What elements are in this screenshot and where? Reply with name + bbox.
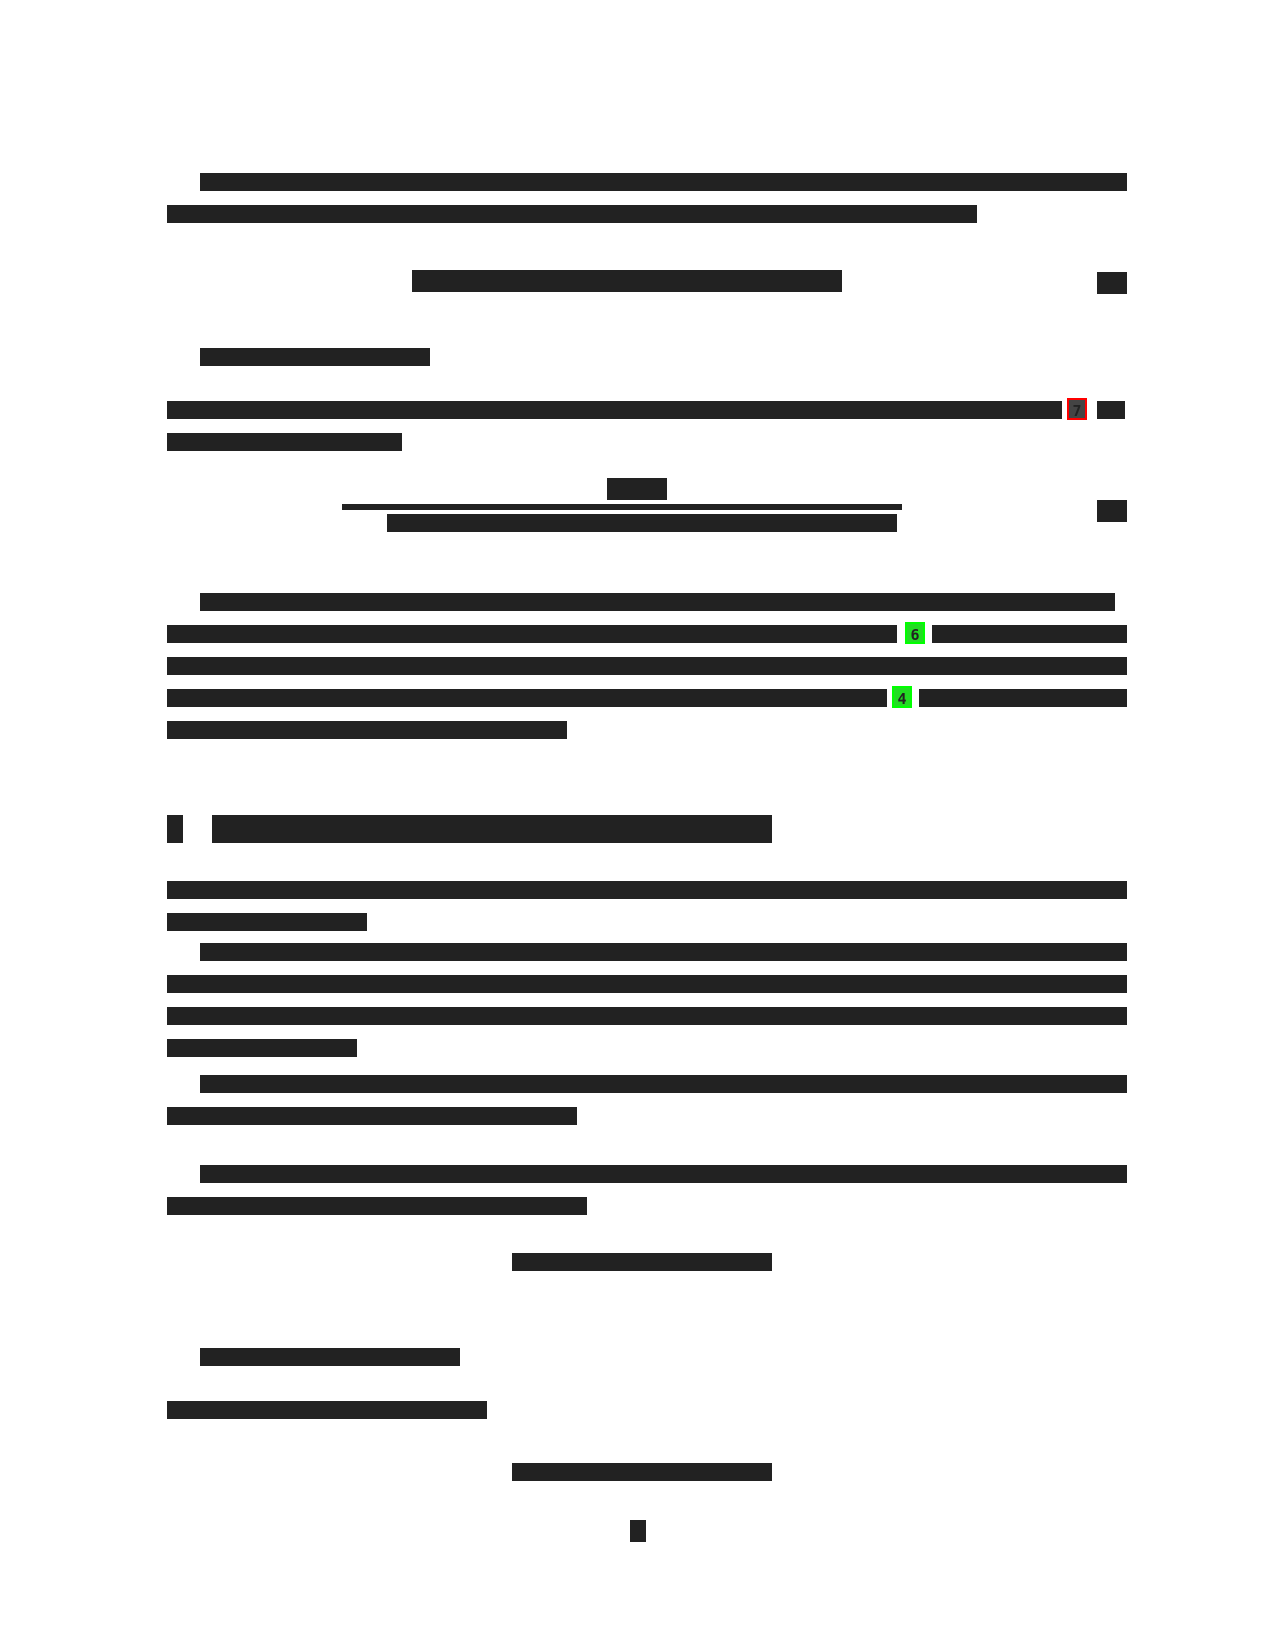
equation-1 bbox=[167, 262, 1127, 302]
paragraph-4 bbox=[167, 940, 1127, 1068]
equation-number-2 bbox=[1097, 500, 1127, 522]
page-number bbox=[630, 1520, 646, 1542]
paragraph-1 bbox=[167, 170, 1127, 234]
display-equation-4 bbox=[167, 1460, 1127, 1492]
paragraph-6 bbox=[167, 1162, 1127, 1226]
theorem-2 bbox=[167, 1398, 1127, 1430]
subsection-heading-2 bbox=[167, 1345, 1127, 1377]
equation-number-1 bbox=[1097, 272, 1127, 294]
theorem-1 bbox=[167, 398, 1127, 462]
paragraph-3 bbox=[167, 878, 1127, 942]
paragraph-5 bbox=[167, 1072, 1127, 1136]
subsection-heading-1 bbox=[167, 345, 1127, 377]
citation-link[interactable]: 6 bbox=[905, 622, 925, 644]
citation-link[interactable]: 4 bbox=[892, 686, 912, 708]
paragraph-2 bbox=[167, 590, 1127, 750]
display-equation-3 bbox=[167, 1250, 1127, 1282]
citation-link[interactable]: 7 bbox=[1067, 398, 1087, 420]
equation-2 bbox=[167, 478, 1127, 548]
